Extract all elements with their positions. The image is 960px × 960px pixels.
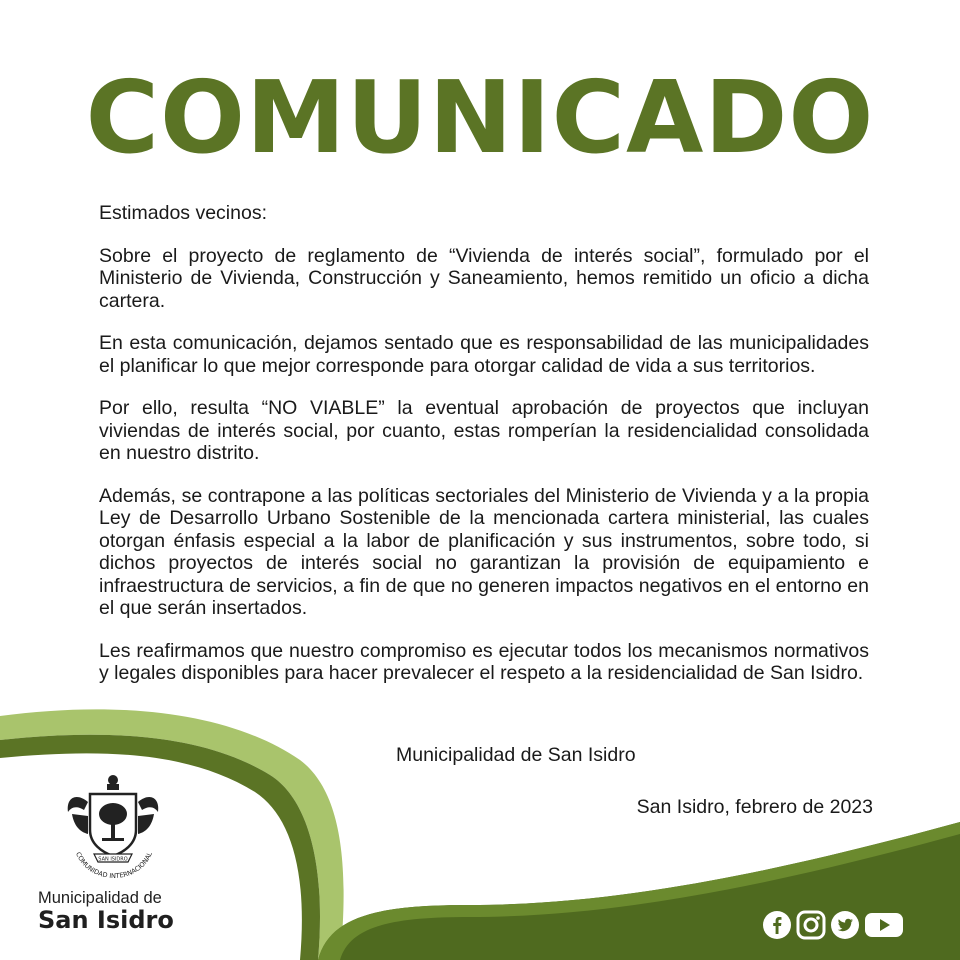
svg-text:SAN ISIDRO: SAN ISIDRO: [98, 856, 128, 863]
social-links: [762, 910, 904, 940]
communique-body: [99, 202, 869, 685]
greeting: Estimados vecinos:: [99, 202, 267, 224]
paragraph: Por ello, resulta “NO VIABLE” la eventual aprobación de proyectos que incluyan viviendas de interés social, por cuanto, estas romperían la residencialidad consolidada en nuestro distrito.: [99, 397, 869, 464]
page-title: COMUNICADO: [85, 59, 875, 176]
logo-text-line1: Municipalidad de: [38, 889, 162, 907]
youtube-icon[interactable]: [864, 910, 904, 940]
logo-text-line2: San Isidro: [38, 906, 174, 934]
instagram-icon[interactable]: [796, 910, 826, 940]
signature: Municipalidad de San Isidro: [396, 744, 636, 766]
facebook-icon[interactable]: [762, 910, 792, 940]
date-line: San Isidro, febrero de 2023: [636, 796, 873, 818]
svg-text:COMUNIDAD INTERNACIONAL: COMUNIDAD INTERNACIONAL: [74, 850, 154, 880]
paragraph: Les reafirmamos que nuestro compromiso es ejecutar todos los mecanismos normativos y legales disponibles para hacer prevalecer el respeto a la residencialidad de San Isidro.: [99, 639, 869, 684]
paragraph: Además, se contrapone a las políticas sectoriales del Ministerio de Vivienda y a la propia Ley de Desarrollo Urbano Sostenible de la mencionada cartera ministerial, las cuales otorgan énfasis especial a la labor de planificación y sus instrumentos, sobre todo, si dichos proyectos de interés social no garantizan la provisión de equipamiento e infraestructura de servicios, a fin de que no generen impactos negativos en el entorno en el que serán insertados.: [99, 484, 869, 619]
paragraph: En esta comunicación, dejamos sentado que es responsabilidad de las municipalidades el planificar lo que mejor corresponde para otorgar calidad de vida a sus territorios.: [99, 332, 869, 377]
twitter-icon[interactable]: [830, 910, 860, 940]
coat-of-arms-seal-icon: [58, 772, 168, 880]
paragraph: Sobre el proyecto de reglamento de “Vivienda de interés social”, formulado por el Ministerio de Vivienda, Construcción y Saneamiento, hemos remitido un oficio a dicha cartera.: [99, 244, 869, 312]
